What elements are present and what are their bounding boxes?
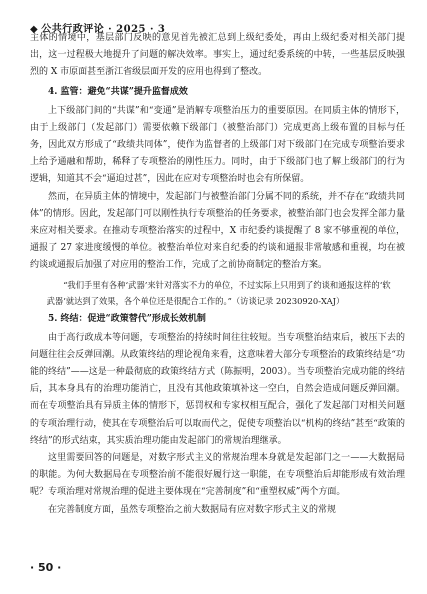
paragraph-4: 由于高行政成本等问题，专项整治的持续时间往往较短。当专项整治结束后，被压下去的问题往往会反弹回潮。从政策终结的理论视角来看，这意味着大部分专项整治的政策终结是“功能的终结”——这是一种最彻底的政策终结方式（陈振明，2003）。当专项整治完成功能的终结后，其本身具有的治理功能消亡，且没有其他政策填补这一空白，自然会造成问题反弹回潮。而在专项整治具有异质主体的情形下，惩罚权和专家权相互配合，强化了发起部门对相关问题的专项治理行动，使其在专项整治后可以取而代之，促使专项整治以“机构的终结”甚至“政策的终结”的形式结束，其实质治理功能由发起部门的常规治理继承。 [30,332,405,446]
section-heading-5: 5. 终结：促进“政策替代”形成长效机制 [48,313,206,324]
paragraph-1: 主体的情境中，基层部门反映的意见首先被汇总到上级纪委处，再由上级纪委对相关部门提出，这一过程极大地提升了问题的解决效率。事实上，通过纪委系统的中转，一些基层反映强烈的 X 市原面甚至浙江省级层面开发的应用也得到了整改。 [30,33,405,78]
paragraph-5: 这里需要回答的问题是，对数字形式主义的常规治理本身就是发起部门之一——大数据局的职能。为何大数据局在专项整治前不能很好履行这一职能，在专项整治后却能形成有效治理呢？专项治理对常规治理的促进主要体现在“完善制度”和“重塑权威”两个方面。 [30,453,405,498]
interview-quote [30,277,405,309]
paragraph-6: 在完善制度方面，虽然专项整治之前大数据局有应对数字形式主义的常规 [48,504,337,515]
journal-title: 公共行政评论 · 2025 · 3 [41,24,166,35]
interview-quote-text: “我们手里有各种‘武器’来针对落实不力的单位，不过实际上只用到了约谈和通报这样的‘软武器’就达到了效果，各个单位还是很配合工作的。”（访谈记录 20230920-XAJ） [46,279,391,306]
diamond-bullet-icon: ◆ [30,24,39,35]
page-number: · 50 · [30,561,62,574]
paragraph-3: 然而，在异质主体的情境中，发起部门与被整治部门分属不同的系统，并不存在“政绩共同体”的情形。因此，发起部门可以刚性执行专项整治的任务要求，被整治部门也会发挥全部力量来应对相关要求。在推动专项整治落实的过程中，X 市纪委约谈提醒了 8 家不够重视的单位，通报了 27 家进度缓慢的单位。被整治单位对来自纪委的约谈和通报非常敏感和重视，均在被约谈或通报后加强了对应用的整治工作，完成了之前协商制定的整治方案。 [30,191,405,271]
article-body [30,30,405,519]
paragraph-2: 上下级部门间的“共谋”和“变通”是消解专项整治压力的重要原因。在同质主体的情形下，由于上级部门（发起部门）需要依赖下级部门（被整治部门）完成更高上级布置的目标与任务，因此双方形成了“政绩共同体”，使作为监督者的上级部门对下级部门在完成专项整治要求上给予通融和帮助，稀释了专项整治的刚性压力。同时，由于下级部门也了解上级部门的行为逻辑，知道其不会“逼迫过甚”，因此在应对专项整治时也会有所保留。 [30,105,405,185]
section-heading-4: 4. 监管：避免“共谋”提升监督成效 [48,86,188,97]
